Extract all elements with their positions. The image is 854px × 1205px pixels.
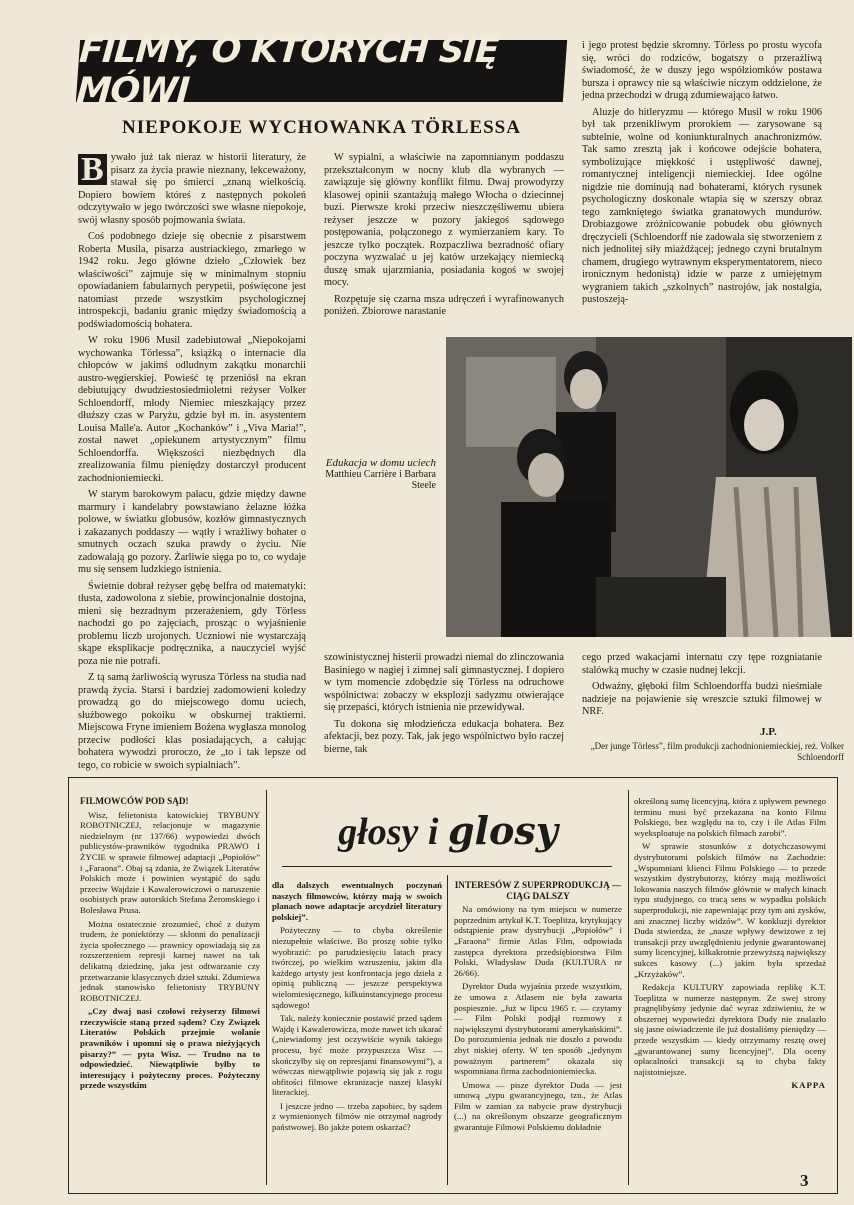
article-paragraph: i jego protest będzie skromny. Törless po prostu wycofa się, wróci do rodziców, bogatszy o przerażliwą świadomość, że w duszy jego współziomków postawa bursza i oprawcy nie są właściwie niczym oddzielone, że jedna przechodzi w drugą zdumiewająco łatwo. (582, 40, 822, 101)
article-column-2-continued (324, 652, 564, 766)
glosy-column-3 (454, 880, 622, 1186)
article-paragraph: Rozpętuje się czarna msza udręczeń i wyrafinowanych poniżeń. Zbiorowe narastanie (324, 293, 564, 317)
article-paragraph: Coś podobnego dzieje się obecnie z pisarstwem Roberta Musila, pisarza austriackiego, zmarłego w 1942 roku. Jego główne dzieło „Człowiek bez właściwości” zajmuje się w minimalnym stopniu opowiadaniem fabularnych perypetii, poświęcone jest natomiast przede wszystkim psychologicznej introspekcji, badaniu granic między świadomością a podświadomością bohatera. (78, 231, 306, 330)
glosy-title-first: głosy (338, 811, 419, 853)
glosy-paragraph: Dyrektor Duda wyjaśnia przede wszystkim, że umowa z Atlasem nie była zawarta pospiesznie. „Już w lipcu 1965 r. — czytamy — Film Polski podjął rozmowy z największymi dystrybutorami amerykańskimi”. Do porozumienia jednak nie doszło z powodu zbyt niskiej oferty. W ten sposób „jedynym poważnym partnerem” okazała się wspomniana firma zachodnioniemiecka. (454, 981, 622, 1077)
glosy-paragraph: Tak, należy koniecznie postawić przed sądem Wajdę i Kawalerowicza, może nawet ich ukarać („niewiadomy jest oczywiście wynik takiego procesu, być może przypuszcza Wisz — skończyłby się on represjami finansowymi”), a wówczas niewątpliwie pojawią się jak z rogu obfitości filmowe ekranizacje naszej klasyki literackiej. (272, 1013, 442, 1098)
article-paragraph: Aluzje do hitleryzmu — którego Musil w roku 1906 był tak przenikliwym prorokiem — zarysowane są subtelnie, wolne od koniunkturalnych anachronizmów. Tak samo zresztą jak i końcowe odejście bohatera, symbolizujące miękkość i ustępliwość dawnej, romantycznej inteligencji niemieckiej. Idee ogólne nigdzie nie dominują nad bohaterami, których rysunek psychologiczny doskonale wtapia się w szerszy obraz tego zamkniętego światka granatowych mundurów. Drobiazgowe zróżnicowanie pobudek obu głównych dręczycieli (Schloendorff nie zadowala się stworzeniem z nich jednolitej siły miażdżącej; jednego czyni brutalnym chamem, drugiego wytrawnym eksperymentatorem, nieco ironicznym hedonistą) idzie w parze z umiejętnym wygraniem takich „szkolnych” nastrojów, jak nostalgia, pustoszeją- (582, 106, 822, 305)
glosy-paragraph: określoną sumę licencyjną, która z upływem pewnego terminu musi być przekazana na konto Filmu Polskiego, bez względu na to, czy i ile Atlas Film wyeksploatuje na polskich filmach zarobi”. (634, 796, 826, 838)
glosy-paragraph: Umowa — pisze dyrektor Duda — jest umową „typu gwarancyjnego, tzn., że Atlas Film w zamian za nabycie praw dystrybucji (...) na określonym obszarze geograficznym gwarantuje Filmowi Polskiemu dokładnie (454, 1079, 622, 1133)
glosy-heading-interesow: INTERESÓW Z SUPERPRODUKCJĄ — CIĄG DALSZY (454, 880, 622, 901)
column-divider (266, 790, 267, 1185)
column-divider (447, 875, 448, 1185)
glosy-paragraph: „Czy dwaj nasi czołowi reżyserzy filmowi rzeczywiście staną przed sądem? Czy Związek Literatów Polskich przejmie wołanie prawników i upomni się o prawa nieżyjących pisarzy?” — pyta Wisz. — Trudno na to odpowiedzieć. Niewątpliwie byłby to interesujący i pożyteczny proces. Pożyteczny przede wszystkim (80, 1006, 260, 1091)
article-paragraph (78, 152, 306, 227)
photo-caption-title: Edukacja w domu uciech (325, 457, 436, 469)
article-paragraph: Tu dokona się młodzieńcza edukacja bohatera. Bez afektacji, bez pozy. Tak, jak jego wspólnictwo było raczej bierne, tak (324, 718, 564, 755)
page-number: 3 (800, 1171, 809, 1190)
article-column-3 (582, 40, 822, 330)
glosy-column-4 (634, 796, 826, 1186)
article-paragraph-text: ywało już tak nieraz w historii literatury, że pisarz za życia prawie nieznany, lekceważony, stawał się po śmierci „znaną wielkością. Dopiero bowiem któreś z następnych pokoleń odczytywało w jego twórczości swe własne niepokoje, swój własny sposób pojmowania świata. (78, 152, 306, 226)
glosy-column-1 (80, 796, 260, 1186)
article-paragraph: W starym barokowym pałacu, gdzie między dawne marmury i kandelabry powstawiano żelazne łóżka polowe, w światku globusów, kozłów gimnastycznych i zakazanych poddaszy — wątły i wrażliwy bohater o smutnych oczach szuka prawdy o życiu. Nie zadowalają go pozory. Żarliwie sięga po to, co wydaje mu się sensem ludzkiego istnienia. (78, 489, 306, 575)
photo-caption (324, 458, 436, 491)
article-paragraph: Z tą samą żarliwością wyrusza Törless na studia nad prawdą życia. Starsi i bardziej zadomowieni koledzy prowadzą go do miejscowego domu uciech, służbowego pokoiku w obskurnej traktierni. Miejscowa Fryne imieniem Bożena wygłasza monolog przeciw podłości klas posiadających, a całując bohatera wywodzi proroczo, że „to i tak lepsze od tego, co robicie w swoich sypialniach”. (78, 672, 306, 771)
article-paragraph: Świetnie dobrał reżyser gębę belfra od matematyki: tłusta, zadowolona z siebie, prowincjonalnie dostojna, mieni się bezradnym przerażeniem, gdy Törless nachodzi go po zajęciach, prosząc o wyjaśnienie problemu liczb urojonych. Uczniowi nie wystarczają skąpe eksplikacje podręcznika, a nauczyciel wyjść poza nie nie potrafi. (78, 580, 306, 667)
article-paragraph: W roku 1906 Musil zadebiutował „Niepokojami wychowanka Törlessa”, książką o internacie dla chłopców w jakimś odludnym zakątku monarchii austro-węgierskiej. Powieść tę przeniósł na ekran debiutujący dwudziestosiedmioletni reżyser Volker Schloendorff, młody Niemiec mieszkający przez dłuższy czas w Paryżu, gdzie był m. in. asystentem Louisa Malle'a. Autor „Kochanków” i „Viva Maria!”, został nawet „opiekunem artystycznym” filmu Schloendorffa. Większości niezbędnych dla zrealizowania filmu pieniędzy dostarczył producent zachodnioniemiecki. (78, 335, 306, 484)
section-banner (75, 31, 567, 111)
glosy-paragraph: I jeszcze jedno — trzeba zapobiec, by sądem z wymienionych filmów nie otrzymał nagrody państwowej. Bo jakże potem oskarżać? (272, 1100, 442, 1133)
film-still-illustration (446, 337, 852, 637)
article-paragraph: Odważny, głęboki film Schloendorffa budzi nieśmiałe nadzieje na pojawienie się wreszcie sztuki filmowej w NRF. (582, 681, 822, 717)
glosy-paragraph: Redakcja KULTURY zapowiada replikę K.T. Toeplitza w numerze następnym. Ze swej strony pragnęlibyśmy jedynie dać wyraz zdziwieniu, że w obszernej wypowiedzi dyrektora Dudy nie znalazło się jasne oświadczenie ile już dostaliśmy pieniędzy — przede wszystkim — kiedy otrzymamy resztę owej „gwarantowanej sumy licencyjnej”. Dla oceny opłacalności transakcji są to chyba fakty najistotniejsze. (634, 982, 826, 1077)
article-column-1 (78, 151, 306, 771)
glosy-paragraph: Wisz, felietonista katowickiej TRYBUNY ROBOTNICZEJ, relacjonuje w magazynie niedzielnym (nr 137/66) wypowiedzi dwóch publicystów-prawników tygodnika PRAWO I ŻYCIE w sprawie filmowej adaptacji „Popiołów” i „Faraona”. Obaj są zdania, że Związek Literatów Polskich może i powinien wystąpić do sądu przeciw Wajdzie i Kawalerowiczowi o naruszenie osobistych praw autorskich Stefana Żeromskiego i Bolesława Prusa. (80, 809, 260, 915)
article-signature: J.P. (760, 726, 777, 738)
glosy-title (313, 808, 583, 854)
section-banner-title: FILMY, O KTÓRYCH SIĘ MÓWI (75, 31, 500, 111)
glosy-paragraph: W sprawie stosunków z dotychczasowymi dystrybutorami polskich filmów na Zachodzie: „Wspomniani klienci Filmu Polskiego — to przede wszystkim dystrybutorzy, którzy mają możliwości lokowania naszych filmów głównie w małych kinach typu studyjnego, co tracą sens w wypadku polskich superprodukcji, nie zapewniając przy tym ani zysków, ani znacznej liczby widzów”. W konkluzji dyrektor Duda stwierdza, że „nasze wpływy dewizowe z tej transakcji przy uwzględnieniu jedynie gwarantowanej sumy licencyjnej, kilkakrotnie przewyższą największy sukces kasowy (...) jakim była sprzedaż „Krzyżaków”. (634, 841, 826, 979)
film-still-photo (446, 337, 852, 637)
glosy-paragraph: Można ostatecznie zrozumieć, choć z dużym trudem, że poniektórzy — skłonni do penalizacji życia społecznego — prawnicy opowiadają się za rozszerzeniem represji karnej nawet na tak delikatną dziedzinę, jaka jest odtwarzanie czy przetwarzanie klasycznych dzieł sztuki. Zdumiewa jednak stanowisko felietonisty TRYBUNY ROBOTNICZEJ. (80, 918, 260, 1003)
glosy-heading-filmowcow: FILMOWCÓW POD SĄD! (80, 796, 189, 806)
article-column-2 (324, 152, 564, 327)
photo-caption-cast: Matthieu Carrière i Barbara Steele (325, 469, 436, 491)
glosy-paragraph: Pożyteczny — to chyba określenie niezupełnie właściwe. Bo proszę sobie tylko wyobrazić: po parudziesięciu latach pracy twórczej, po wielkim wzruszeniu, jakim dla każdego artysty jest konfrontacja jego dzieła z opinią publiczną — jeszcze perspektywa wielomiesięcznego, kilkuinstancyjnego procesu sądowego! (272, 925, 442, 1010)
glosy-paragraph: Na omówiony na tym miejscu w numerze poprzednim artykuł K.T. Toeplitza, krytykujący odstąpienie praw dystrybucji „Popiołów” i „Faraona” firmie Atlas Film, odpowiada zastępca dyrektora przedsiębiorstwa Film Polski, Władysław Duda (KULTURA nr 26/66). (454, 904, 622, 978)
film-credit-footnote: „Der junge Törless”, film produkcji zachodnioniemieckiej, reż. Volker Schloendorff (590, 741, 844, 762)
article-headline: NIEPOKOJE WYCHOWANKA TÖRLESSA (122, 117, 521, 138)
article-paragraph: W sypialni, a właściwie na zapomnianym poddaszu przekształconym w nocny klub dla wybranych — zawiązuje się główny konflikt filmu. Dwaj prowodyrzy klasowej opinii szantażują małego Włocha o dziecinnej buzi. Pierwsze kroki przeciw nieszczęśliwemu ubiera reżyser jeszcze w pozory jakiegoś sądowego postępowania, połączonego z wymierzaniem kary. To jeszcze tylko początek. Rozpaczliwa bezradność ofiary poczyna wyzwalać u jej katów urzekający niemiecką duszę smak ujarzmiania, posiadania kogoś w swojej mocy. (324, 152, 564, 288)
title-underline (282, 866, 612, 867)
article-column-3-continued (582, 652, 822, 722)
glosy-lead: dla dalszych ewentualnych poczynań naszych filmowców, którzy mają w swoich planach nowe adaptacje arcydzieł literatury polskiej”. (272, 880, 442, 922)
glosy-title-second: glosy (447, 808, 558, 853)
drop-cap: B (78, 154, 107, 185)
article-paragraph: cego przed wakacjami internatu czy tępe rozgniatanie stalówką muchy w czasie nudnej lekcji. (582, 652, 822, 676)
glosy-column-2 (272, 880, 442, 1186)
article-paragraph: szowinistycznej histerii prowadzi niemal do zlinczowania Basiniego w nagiej i zimnej sali gimnastycznej. I dopiero w tym momencie zdobędzie się Törless na odruchowe wspólnictwa: zobaczy w eksplozji sadyzmu otwierające się przepaści, których istnienia nie przewidywał. (324, 652, 564, 713)
glosy-author: KAPPA (791, 1080, 826, 1091)
column-divider (628, 790, 629, 1185)
glosy-title-conjunction: i (427, 811, 439, 853)
